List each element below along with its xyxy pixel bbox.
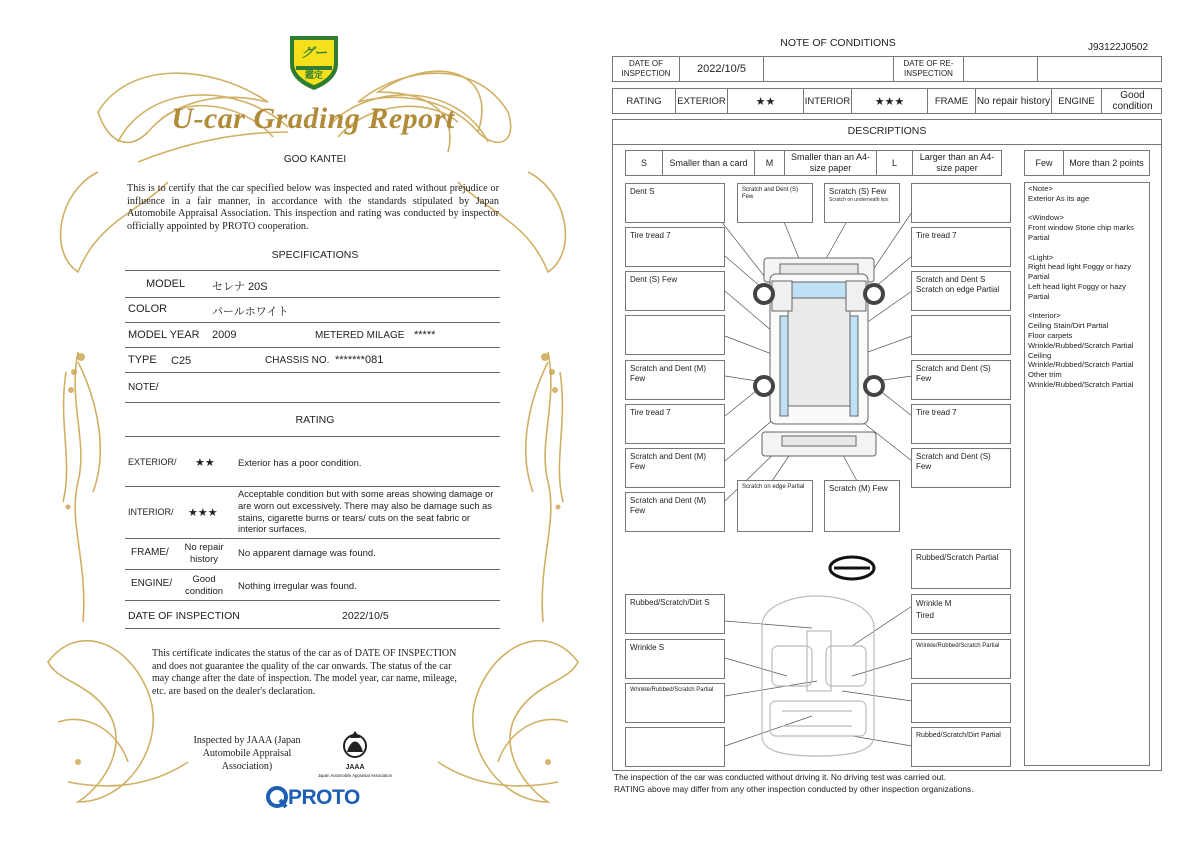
- note-box: [625, 227, 725, 267]
- note-box: [911, 404, 1011, 444]
- note-text: Scratch and Dent S: [916, 275, 986, 284]
- color-label: COLOR: [128, 303, 168, 315]
- rating-heading: RATING: [295, 414, 335, 426]
- certification-intro: This is to certify that the car specified below was inspected and rated without prejudice or influence in a fair manner, in accordance with the standards stipulated by Japan Automobile Appraisal Association. This inspection and rating was conducted by inspector officially appointed by PROTO cooperation.: [127, 183, 499, 232]
- interior-label: INTERIOR: [803, 89, 851, 113]
- note-text: Rubbed/Scratch/Dirt Partial: [916, 732, 1001, 739]
- size-legend: [625, 150, 1002, 176]
- note-text: Scratch and Dent (S) Few: [916, 364, 991, 383]
- note-box: [911, 549, 1011, 589]
- date-of-inspection-value: 2022/10/5: [679, 57, 763, 81]
- jaaa-emblem: [335, 728, 375, 768]
- legend-s: S: [640, 157, 647, 168]
- note-box: [737, 183, 813, 223]
- frame-label: FRAME: [927, 89, 975, 113]
- note-text: Tire tread 7: [916, 231, 957, 240]
- reinspection-blank: [1037, 57, 1163, 81]
- footer-note-1: The inspection of the car was conducted without driving it. No driving test was carried out.: [614, 772, 946, 782]
- model-year-label: MODEL YEAR: [128, 329, 200, 341]
- frame-desc: No apparent damage was found.: [238, 548, 376, 559]
- legend-few: Few: [1035, 157, 1053, 168]
- note-box: [737, 480, 813, 532]
- descriptions-heading: DESCRIPTIONS: [847, 125, 927, 137]
- date-of-inspection-value: 2022/10/5: [342, 610, 389, 622]
- note-text: Dent (S) Few: [630, 275, 678, 284]
- reference-number: J93122J0502: [1088, 42, 1149, 53]
- interior-label: INTERIOR/: [128, 507, 174, 517]
- reinspection-label: DATE OF RE-INSPECTION: [893, 57, 963, 81]
- chassis-label: CHASSIS NO.: [265, 355, 330, 366]
- note-text: Tire tread 7: [630, 408, 671, 417]
- date-blank: [763, 57, 893, 81]
- note-text: Wrinkle/Rubbed/Scratch Partial: [630, 687, 714, 693]
- badge-bottom-text: 鑑定: [304, 70, 323, 80]
- note-box: [911, 315, 1011, 355]
- exterior-desc: Exterior has a poor condition.: [238, 458, 362, 469]
- interior-desc: Acceptable condition but with some areas showing damage or are worn out excessively. There may also be damage such as stains, cigarette burns or tears/ cuts on the seat fabric or interior surfaces.: [238, 489, 494, 535]
- exterior-label: EXTERIOR/: [128, 457, 177, 467]
- exterior-stars: ★★: [195, 456, 215, 469]
- note-label: NOTE/: [128, 382, 159, 393]
- report-subtitle: GOO KANTEI: [283, 154, 347, 165]
- note-box: [625, 594, 725, 634]
- jaaa-logo-text: JAAA: [345, 764, 365, 771]
- note-text: Tire tread 7: [630, 231, 671, 240]
- model-value: セレナ 20S: [212, 281, 268, 293]
- note-box: [625, 183, 725, 223]
- gold-ornament-frame: [38, 22, 588, 832]
- note-text: Scratch (S) Few: [829, 187, 887, 196]
- date-of-inspection-label: DATE OF INSPECTION: [621, 59, 671, 78]
- goo-kantei-badge: [286, 30, 342, 92]
- exterior-stars: ★★: [727, 89, 803, 113]
- legend-m-desc: Smaller than an A4-size paper: [784, 151, 876, 175]
- note-text: Wrinkle M: [916, 599, 952, 608]
- note-box: [625, 360, 725, 400]
- interior-stars: ★★★: [188, 506, 218, 519]
- note-box: [911, 183, 1011, 223]
- note-box: [625, 448, 725, 488]
- note-box: [824, 183, 900, 223]
- note-box: [911, 271, 1011, 311]
- note-text: Scratch on edge Partial: [916, 285, 1000, 294]
- legend-s-desc: Smaller than a card: [662, 151, 754, 175]
- note-text: Dent S: [630, 187, 655, 196]
- engine-label: ENGINE/: [131, 578, 173, 589]
- note-box: [625, 492, 725, 532]
- note-text: Rubbed/Scratch Partial: [916, 553, 999, 562]
- note-box: [911, 639, 1011, 679]
- note-box: [625, 727, 725, 767]
- note-text: Scratch and Dent (M) Few: [630, 452, 707, 471]
- note-text: Tire tread 7: [916, 408, 957, 417]
- frame-label: FRAME/: [131, 547, 169, 558]
- legend-few-desc: More than 2 points: [1063, 151, 1149, 175]
- report-title: U-car Grading Report: [171, 102, 455, 135]
- note-text: Scratch and Dent (S) Few: [916, 452, 991, 471]
- specifications-heading: SPECIFICATIONS: [271, 249, 359, 261]
- mileage-label: METERED MILAGE: [315, 330, 405, 341]
- color-value: パールホワイト: [212, 306, 289, 318]
- note-subtext: Scratch on underneath lips: [829, 197, 889, 203]
- note-text: Wrinkle S: [630, 643, 665, 652]
- exterior-label: EXTERIOR: [675, 89, 727, 113]
- badge-top-text: グー: [300, 45, 327, 60]
- rating-label: RATING: [626, 95, 662, 107]
- model-label: MODEL: [146, 278, 186, 290]
- note-text: Scratch (M) Few: [829, 484, 888, 493]
- footer-note-2: RATING above may differ from any other inspection conducted by other inspection organizations.: [614, 784, 974, 794]
- note-box: [625, 271, 725, 311]
- note-box: [824, 480, 900, 532]
- date-of-inspection-label: DATE OF INSPECTION: [128, 610, 240, 622]
- engine-value: Good condition: [1101, 89, 1163, 113]
- note-box: [911, 448, 1011, 488]
- note-box: [911, 360, 1011, 400]
- note-text: Scratch and Dent (S) Few: [742, 187, 799, 200]
- proto-logo-mark: [266, 786, 288, 808]
- reinspection-value: [963, 57, 1037, 81]
- rating-row: [612, 88, 1162, 114]
- side-note-text: <Note> Exterior As its age <Window> Front window Stone chip marks Partial <Light> Right head light Foggy or hazy Partial Left head light Foggy or hazy Partial <Interior> Ceiling Stain/Dirt Partial Floor carpets Wrinkle/Rubbed/Scratch Partial Ceiling Wrinkle/Rubbed/Scratch Partial Other trim Wrinkle/Rubbed/Scratch Partial: [1028, 184, 1134, 389]
- note-box: [625, 315, 725, 355]
- note-text: Rubbed/Scratch/Dirt S: [630, 598, 710, 607]
- note-box: [911, 227, 1011, 267]
- interior-stars: ★★★: [851, 89, 927, 113]
- chassis-value: *******081: [335, 354, 384, 366]
- engine-desc: Nothing irregular was found.: [238, 581, 357, 592]
- frame-value: No repair history: [975, 89, 1051, 113]
- type-label: TYPE: [128, 354, 157, 366]
- mileage-value: *****: [414, 329, 436, 341]
- note-text: Scratch on edge Partial: [742, 484, 805, 490]
- note-box: [911, 594, 1011, 634]
- date-row: [612, 56, 1162, 82]
- note-text: Wrinkle/Rubbed/Scratch Partial: [916, 643, 1000, 649]
- jaaa-caption: Japan Automobile Appraisal Association: [317, 773, 393, 778]
- note-box: [625, 404, 725, 444]
- engine-value: Good condition: [184, 574, 224, 597]
- note-box: [625, 639, 725, 679]
- inspected-by-text: Inspected by JAAA (Japan Automobile Appraisal Association): [193, 735, 301, 772]
- note-box: [911, 727, 1011, 767]
- engine-label: ENGINE: [1051, 89, 1101, 113]
- frame-value: No repair history: [184, 542, 224, 565]
- model-year-value: 2009: [212, 329, 237, 341]
- legend-l-desc: Larger than an A4-size paper: [912, 151, 1001, 175]
- note-text: Scratch and Dent (M) Few: [630, 496, 707, 515]
- legend-l: L: [876, 151, 912, 175]
- disclaimer-text: This certificate indicates the status of the car as of DATE OF INSPECTION and does not guarantee the quality of the car onwards. The status of the car may change after the date of inspection. The model year, car name, mileage, etc. are based on the dealer's declaration.: [152, 648, 457, 697]
- note-box: [911, 683, 1011, 723]
- note-box: [625, 683, 725, 723]
- proto-logo-text: PROTO: [288, 786, 360, 809]
- type-value: C25: [171, 355, 192, 367]
- legend-m: M: [754, 151, 784, 175]
- note-text: Scratch and Dent (M) Few: [630, 364, 707, 383]
- few-legend: [1024, 150, 1150, 176]
- conditions-title: NOTE OF CONDITIONS: [780, 37, 896, 49]
- note-text: Tired: [916, 611, 934, 620]
